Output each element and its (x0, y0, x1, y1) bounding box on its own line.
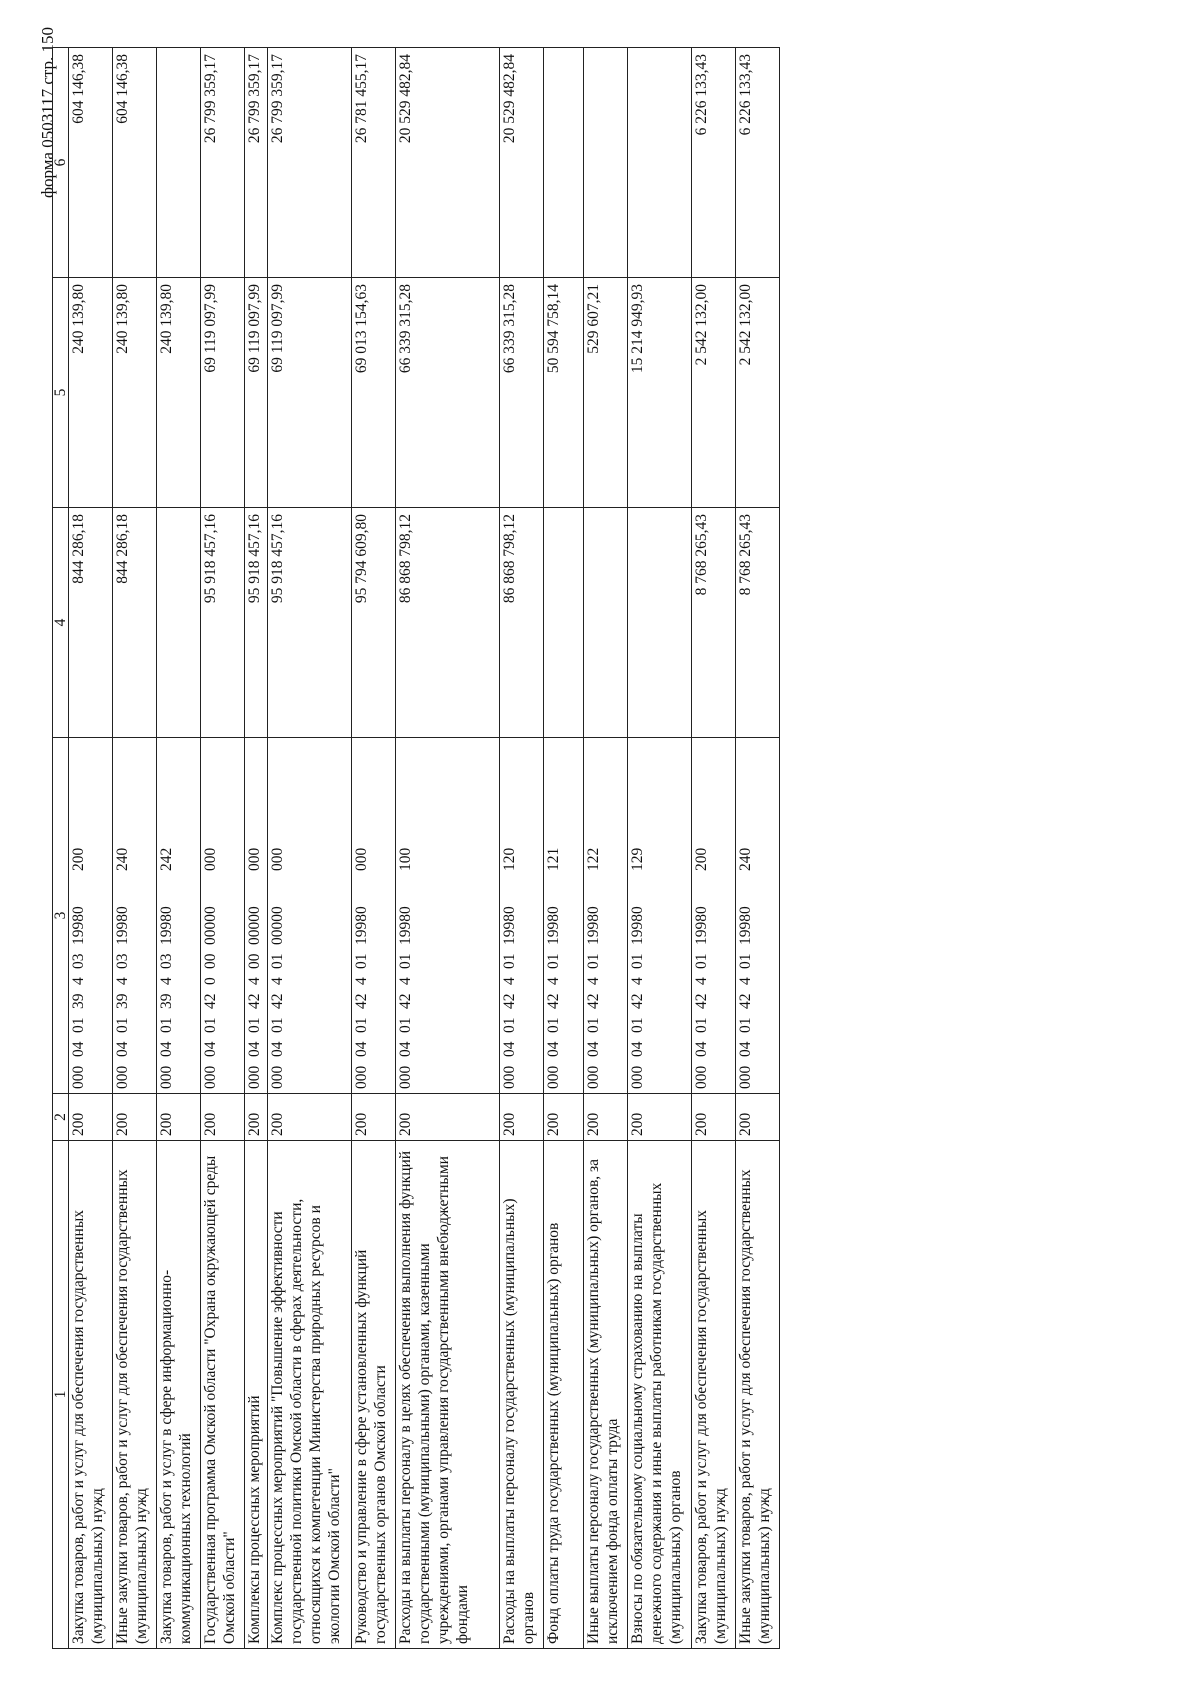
code-segment: 000 (114, 1065, 131, 1089)
row-line-code: 200 (499, 1094, 543, 1141)
code-segment: 000 (544, 1065, 562, 1089)
code-segment: 01 (202, 1017, 219, 1033)
code-segment: 00 (246, 953, 263, 969)
code-segment: 39 (70, 993, 87, 1009)
code-segment: 000 (158, 1065, 175, 1089)
code-segment: 42 (268, 993, 286, 1009)
code-segment: 01 (268, 953, 286, 969)
row-classification-code (543, 738, 583, 1094)
code-segment: 39 (114, 993, 131, 1009)
code-segment: 19980 (352, 906, 370, 945)
unexecuted-amount: 604 146,38 (69, 48, 113, 278)
row-classification-code (351, 738, 395, 1094)
approved-amount: 844 286,18 (69, 508, 113, 738)
code-segment: 04 (70, 1041, 87, 1057)
code-segment: 04 (500, 1041, 518, 1057)
executed-amount: 2 542 132,00 (735, 278, 779, 508)
row-indicator-name: Закупка товаров, работ и услуг для обеспечения государственных (муниципальных) нужд (69, 1141, 113, 1649)
code-segment: 240 (736, 847, 754, 871)
column-number: 6 (53, 48, 69, 278)
code-segment: 04 (736, 1041, 754, 1057)
code-segment: 42 (202, 993, 219, 1009)
code-segment: 04 (114, 1041, 131, 1057)
row-line-code: 200 (735, 1094, 779, 1141)
code-segment: 01 (352, 1017, 370, 1033)
row-line-code: 200 (267, 1094, 351, 1141)
executed-amount: 240 139,80 (157, 278, 201, 508)
code-segment: 04 (544, 1041, 562, 1057)
code-segment: 42 (500, 993, 518, 1009)
row-line-code: 200 (395, 1094, 499, 1141)
code-segment: 4 (628, 977, 646, 985)
code-segment: 04 (202, 1041, 219, 1057)
code-segment: 01 (500, 953, 518, 969)
code-segment: 01 (114, 1017, 131, 1033)
row-indicator-name: Закупка товаров, работ и услуг в сфере информационно-коммуникационных технологий (157, 1141, 201, 1649)
code-segment: 4 (246, 977, 263, 985)
code-segment: 000 (268, 1065, 286, 1089)
code-segment: 19980 (628, 906, 646, 945)
approved-amount: 844 286,18 (113, 508, 157, 738)
table-row (245, 48, 268, 1649)
code-segment: 19980 (584, 906, 602, 945)
code-segment: 01 (158, 1017, 175, 1033)
code-segment: 000 (202, 1065, 219, 1089)
code-segment: 000 (70, 1065, 87, 1089)
row-line-code: 200 (627, 1094, 691, 1141)
approved-amount (583, 508, 627, 738)
row-indicator-name: Государственная программа Омской области "Охрана окружающей среды Омской области" (201, 1141, 245, 1649)
unexecuted-amount (583, 48, 627, 278)
code-segment: 19980 (396, 906, 414, 945)
row-indicator-name: Взносы по обязательному социальному страхованию на выплаты денежного содержания и иные выплаты работникам государственных (муниципальных) органов (627, 1141, 691, 1649)
row-classification-code (69, 738, 113, 1094)
row-classification-code (157, 738, 201, 1094)
code-segment: 42 (736, 993, 754, 1009)
approved-amount: 86 868 798,12 (395, 508, 499, 738)
row-classification-code (245, 738, 268, 1094)
code-segment: 000 (246, 847, 263, 871)
executed-amount: 240 139,80 (69, 278, 113, 508)
code-segment: 000 (584, 1065, 602, 1089)
row-line-code: 200 (583, 1094, 627, 1141)
approved-amount: 86 868 798,12 (499, 508, 543, 738)
code-segment: 03 (70, 953, 87, 969)
executed-amount: 69 119 097,99 (267, 278, 351, 508)
code-segment: 01 (628, 953, 646, 969)
code-segment: 04 (246, 1041, 263, 1057)
code-segment: 19980 (692, 906, 710, 945)
code-segment: 19980 (736, 906, 754, 945)
table-row (583, 48, 627, 1649)
code-segment: 000 (396, 1065, 414, 1089)
executed-amount: 69 119 097,99 (245, 278, 268, 508)
row-line-code: 200 (69, 1094, 113, 1141)
executed-amount: 240 139,80 (113, 278, 157, 508)
row-classification-code (499, 738, 543, 1094)
code-segment: 01 (396, 953, 414, 969)
code-segment: 42 (352, 993, 370, 1009)
code-segment: 4 (396, 977, 414, 985)
code-segment: 4 (158, 977, 175, 985)
code-segment: 000 (352, 847, 370, 871)
executed-amount: 50 594 758,14 (543, 278, 583, 508)
code-segment: 000 (736, 1065, 754, 1089)
row-indicator-name: Закупка товаров, работ и услуг для обеспечения государственных (муниципальных) нужд (691, 1141, 735, 1649)
code-segment: 04 (628, 1041, 646, 1057)
code-segment: 4 (70, 977, 87, 985)
approved-amount (627, 508, 691, 738)
code-segment: 01 (584, 1017, 602, 1033)
row-line-code: 200 (113, 1094, 157, 1141)
unexecuted-amount: 604 146,38 (113, 48, 157, 278)
code-segment: 03 (158, 953, 175, 969)
code-segment: 01 (692, 1017, 710, 1033)
code-segment: 01 (692, 953, 710, 969)
column-number: 2 (53, 1094, 69, 1141)
code-segment: 000 (628, 1065, 646, 1089)
code-segment: 01 (70, 1017, 87, 1033)
approved-amount: 95 794 609,80 (351, 508, 395, 738)
code-segment: 01 (584, 953, 602, 969)
table-row (267, 48, 351, 1649)
row-indicator-name: Иные закупки товаров, работ и услуг для обеспечения государственных (муниципальных) нужд (113, 1141, 157, 1649)
code-segment: 242 (158, 847, 175, 871)
code-segment: 4 (544, 977, 562, 985)
code-segment: 42 (584, 993, 602, 1009)
row-line-code: 200 (245, 1094, 268, 1141)
row-classification-code (267, 738, 351, 1094)
row-classification-code (627, 738, 691, 1094)
code-segment: 04 (584, 1041, 602, 1057)
code-segment: 19980 (500, 906, 518, 945)
code-segment: 000 (692, 1065, 710, 1089)
executed-amount: 69 013 154,63 (351, 278, 395, 508)
code-segment: 42 (628, 993, 646, 1009)
code-segment: 19980 (544, 906, 562, 945)
code-segment: 01 (628, 1017, 646, 1033)
row-classification-code (691, 738, 735, 1094)
approved-amount: 8 768 265,43 (735, 508, 779, 738)
code-segment: 00 (202, 953, 219, 969)
form-page-label: форма 0503117 стр. 150 (38, 27, 57, 198)
column-number-row (53, 48, 69, 1649)
code-segment: 4 (268, 977, 286, 985)
unexecuted-amount: 20 529 482,84 (499, 48, 543, 278)
code-segment: 04 (396, 1041, 414, 1057)
row-line-code: 200 (157, 1094, 201, 1141)
executed-amount: 66 339 315,28 (499, 278, 543, 508)
code-segment: 122 (584, 847, 602, 871)
unexecuted-amount: 6 226 133,43 (691, 48, 735, 278)
row-classification-code (735, 738, 779, 1094)
code-segment: 04 (268, 1041, 286, 1057)
row-classification-code (395, 738, 499, 1094)
code-segment: 4 (736, 977, 754, 985)
approved-amount: 95 918 457,16 (201, 508, 245, 738)
row-classification-code (583, 738, 627, 1094)
approved-amount (543, 508, 583, 738)
code-segment: 42 (396, 993, 414, 1009)
executed-amount: 66 339 315,28 (395, 278, 499, 508)
row-classification-code (201, 738, 245, 1094)
table-row (499, 48, 543, 1649)
row-classification-code (113, 738, 157, 1094)
code-segment: 121 (544, 847, 562, 871)
table-row (691, 48, 735, 1649)
code-segment: 01 (736, 953, 754, 969)
row-line-code: 200 (351, 1094, 395, 1141)
code-segment: 01 (246, 1017, 263, 1033)
unexecuted-amount: 26 799 359,17 (267, 48, 351, 278)
code-segment: 04 (692, 1041, 710, 1057)
code-segment: 000 (352, 1065, 370, 1089)
code-segment: 200 (70, 847, 87, 871)
code-segment: 4 (692, 977, 710, 985)
unexecuted-amount (627, 48, 691, 278)
executed-amount: 529 607,21 (583, 278, 627, 508)
executed-amount: 15 214 949,93 (627, 278, 691, 508)
code-segment: 04 (352, 1041, 370, 1057)
unexecuted-amount: 26 799 359,17 (245, 48, 268, 278)
code-segment: 19980 (158, 906, 175, 945)
table-row (735, 48, 779, 1649)
approved-amount: 95 918 457,16 (267, 508, 351, 738)
table-row (113, 48, 157, 1649)
code-segment: 39 (158, 993, 175, 1009)
row-line-code: 200 (543, 1094, 583, 1141)
unexecuted-amount: 26 799 359,17 (201, 48, 245, 278)
row-indicator-name: Комплексы процессных мероприятий (245, 1141, 268, 1649)
column-number: 4 (53, 508, 69, 738)
table-row (157, 48, 201, 1649)
table-row (201, 48, 245, 1649)
code-segment: 00000 (268, 906, 286, 945)
row-line-code: 200 (691, 1094, 735, 1141)
table-row (543, 48, 583, 1649)
code-segment: 01 (396, 1017, 414, 1033)
code-segment: 4 (500, 977, 518, 985)
executed-amount: 69 119 097,99 (201, 278, 245, 508)
column-number: 3 (53, 738, 69, 1094)
code-segment: 000 (246, 1065, 263, 1089)
budget-report-table (52, 47, 780, 1649)
code-segment: 01 (736, 1017, 754, 1033)
code-segment: 00000 (202, 906, 219, 945)
approved-amount (157, 508, 201, 738)
code-segment: 03 (114, 953, 131, 969)
code-segment: 4 (352, 977, 370, 985)
code-segment: 42 (544, 993, 562, 1009)
unexecuted-amount (543, 48, 583, 278)
code-segment: 4 (584, 977, 602, 985)
code-segment: 000 (202, 847, 219, 871)
code-segment: 200 (692, 847, 710, 871)
row-indicator-name: Фонд оплаты труда государственных (муниципальных) органов (543, 1141, 583, 1649)
row-line-code: 200 (201, 1094, 245, 1141)
unexecuted-amount: 20 529 482,84 (395, 48, 499, 278)
approved-amount: 95 918 457,16 (245, 508, 268, 738)
code-segment: 01 (500, 1017, 518, 1033)
column-number: 5 (53, 278, 69, 508)
executed-amount: 2 542 132,00 (691, 278, 735, 508)
row-indicator-name: Комплекс процессных мероприятий "Повышение эффективности государственной политики Омской области в сферах деятельности, относящихся к компетенции Министерства природных ресурсов и экологии Омской области" (267, 1141, 351, 1649)
row-indicator-name: Иные выплаты персоналу государственных (муниципальных) органов, за исключением фонда оплаты труда (583, 1141, 627, 1649)
code-segment: 01 (544, 1017, 562, 1033)
code-segment: 01 (544, 953, 562, 969)
code-segment: 120 (500, 847, 518, 871)
code-segment: 01 (268, 1017, 286, 1033)
code-segment: 42 (692, 993, 710, 1009)
code-segment: 04 (158, 1041, 175, 1057)
code-segment: 129 (628, 847, 646, 871)
code-segment: 0 (202, 977, 219, 985)
code-segment: 240 (114, 847, 131, 871)
row-indicator-name: Расходы на выплаты персоналу в целях обеспечения выполнения функций государственными (муниципальными) органами, казенными учреждениями, органами управления государственными внебюджетными фондами (395, 1141, 499, 1649)
table-row (351, 48, 395, 1649)
unexecuted-amount (157, 48, 201, 278)
code-segment: 19980 (70, 906, 87, 945)
code-segment: 01 (352, 953, 370, 969)
code-segment: 000 (500, 1065, 518, 1089)
table-row (69, 48, 113, 1649)
code-segment: 4 (114, 977, 131, 985)
row-indicator-name: Расходы на выплаты персоналу государственных (муниципальных) органов (499, 1141, 543, 1649)
code-segment: 000 (268, 847, 286, 871)
approved-amount: 8 768 265,43 (691, 508, 735, 738)
row-indicator-name: Иные закупки товаров, работ и услуг для обеспечения государственных (муниципальных) нужд (735, 1141, 779, 1649)
unexecuted-amount: 6 226 133,43 (735, 48, 779, 278)
code-segment: 100 (396, 847, 414, 871)
column-number: 1 (53, 1141, 69, 1649)
table-row (627, 48, 691, 1649)
code-segment: 42 (246, 993, 263, 1009)
code-segment: 19980 (114, 906, 131, 945)
unexecuted-amount: 26 781 455,17 (351, 48, 395, 278)
row-indicator-name: Руководство и управление в сфере установленных функций государственных органов Омской области (351, 1141, 395, 1649)
code-segment: 00000 (246, 906, 263, 945)
table-row (395, 48, 499, 1649)
